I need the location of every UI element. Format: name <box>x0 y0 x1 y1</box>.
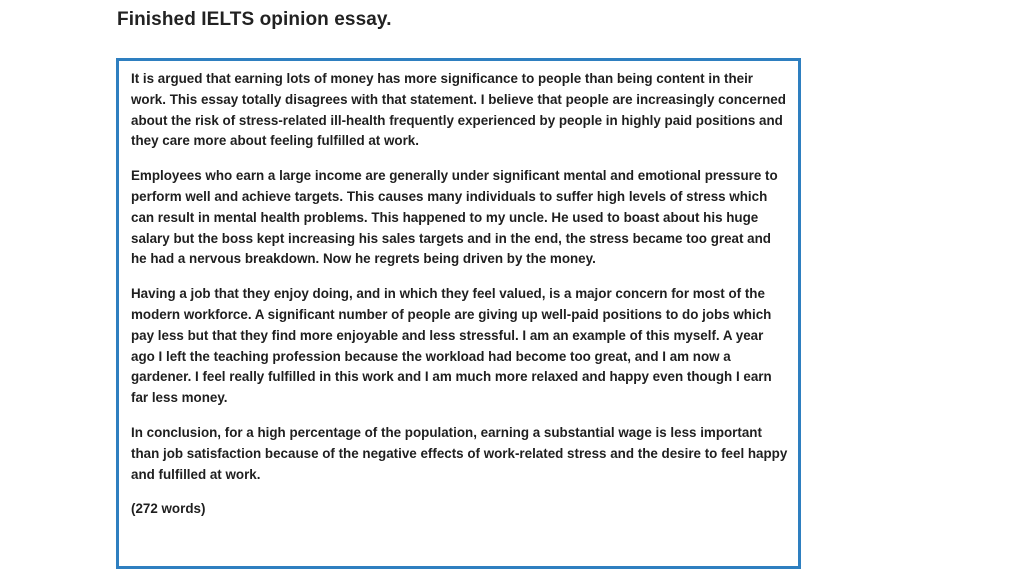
page-title: Finished IELTS opinion essay. <box>117 9 392 30</box>
essay-paragraph-introduction: It is argued that earning lots of money has more significance to people than being content in their work. This essay totally disagrees with that statement. I believe that people are increasingly concerned about the risk of stress-related ill-health frequently experienced by people in highly paid positions and they care more about feeling fulfilled at work. <box>131 71 786 149</box>
essay-paragraph-body-2: Having a job that they enjoy doing, and in which they feel valued, is a major concern for most of the modern workforce. A significant number of people are giving up well-paid positions to do jobs which pay less but that they find more enjoyable and less stressful. I am an example of this myself. A year ago I left the teaching profession because the workload had become too great, and I am now a gardener. I feel really fulfilled in this work and I am much more relaxed and happy even though I earn far less money. <box>131 286 772 406</box>
essay-paragraph-conclusion: In conclusion, for a high percentage of the population, earning a substantial wage is less important than job satisfaction because of the negative effects of work-related stress and the desire to feel happy and fulfilled at work. <box>131 424 788 482</box>
essay-paragraph-body-1: Employees who earn a large income are generally under significant mental and emotional pressure to perform well and achieve targets. This causes many individuals to suffer high levels of stress which can result in mental health problems. This happened to my uncle. He used to boast about his huge salary but the boss kept increasing his sales targets and in the end, the stress became too great and he had a nervous breakdown. Now he regrets being driven by the money. <box>131 168 778 267</box>
essay-box <box>116 58 801 569</box>
word-count: (272 words) <box>131 501 206 517</box>
